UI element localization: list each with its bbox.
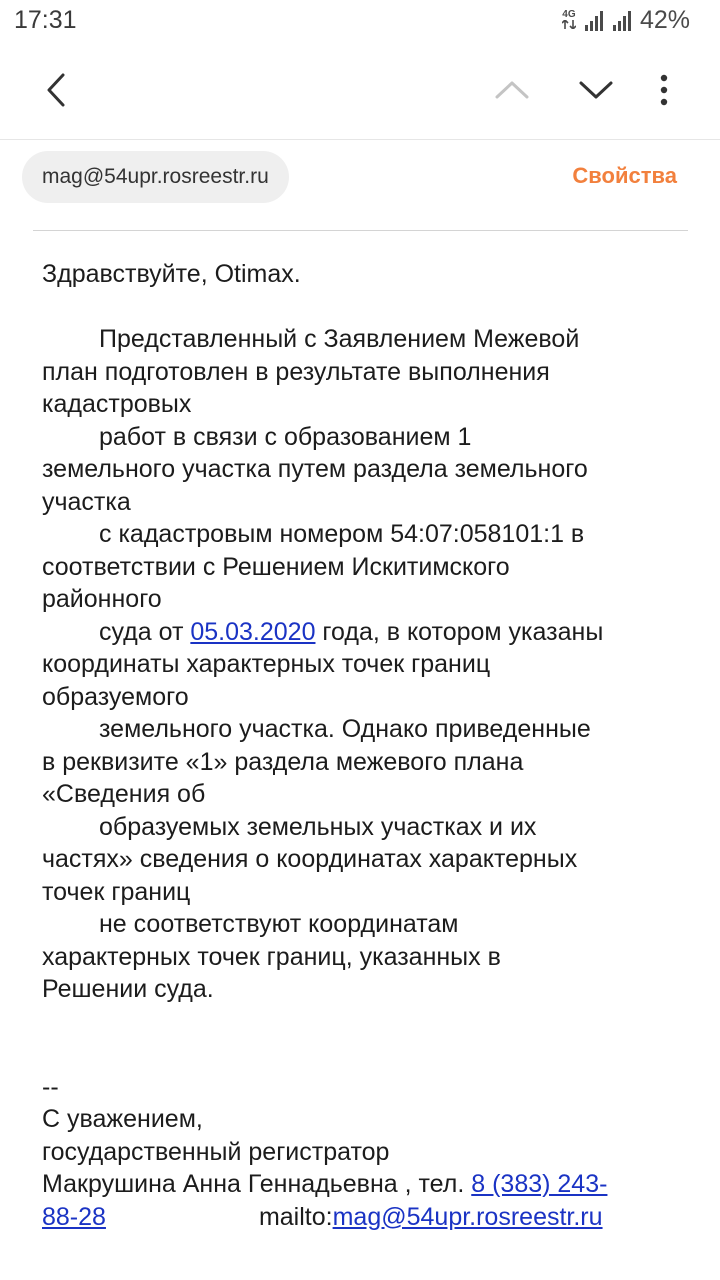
signature-separator: -- <box>42 1072 59 1101</box>
signature-position: государственный регистратор <box>42 1137 390 1166</box>
body-line: участка <box>42 487 131 516</box>
back-button[interactable] <box>30 64 82 116</box>
data-arrows-icon <box>562 20 576 29</box>
phone-link[interactable]: 8 (383) 243- <box>471 1170 608 1198</box>
greeting: Здравствуйте, Otimax. <box>42 260 301 288</box>
network-type-icon <box>560 10 578 32</box>
body-line: точек границ <box>42 877 191 906</box>
blank-line <box>42 1038 687 1071</box>
body-line: координаты характерных точек границ <box>42 650 491 678</box>
body-line: работ в связи с образованием 1 <box>99 422 472 451</box>
mailto-prefix: mailto: <box>258 1202 333 1231</box>
status-time: 17:31 <box>14 6 77 34</box>
status-bar <box>0 0 720 44</box>
body-line: «Сведения об <box>42 780 206 808</box>
body-line: кадастровых <box>42 390 192 418</box>
date-link[interactable]: 05.03.2020 <box>190 617 316 646</box>
body-line: характерных точек границ, указанных в <box>42 942 501 971</box>
signature-contact-line <box>42 1201 687 1234</box>
more-options-button[interactable] <box>642 64 686 116</box>
body-line: не соответствуют координатам <box>99 910 459 938</box>
body-line: Представленный с Заявлением Межевой <box>99 325 580 353</box>
body-line: земельного участка. Однако приведенные <box>99 715 591 743</box>
signature-name-line <box>42 1168 687 1201</box>
app-bar <box>0 44 720 140</box>
email-link[interactable]: mag@54upr.rosreestr.ru <box>332 1202 603 1231</box>
body-line: районного <box>42 585 162 613</box>
properties-link[interactable]: Свойства <box>572 163 677 188</box>
chevron-down-icon <box>578 80 614 100</box>
app-bar-divider <box>0 139 720 140</box>
signature-name: Макрушина Анна Геннадьевна , тел. <box>42 1170 472 1198</box>
text-fragment: суда от <box>99 617 191 646</box>
header-divider <box>33 230 688 231</box>
previous-message-button[interactable] <box>486 64 538 116</box>
body-line: образуемого <box>42 682 189 711</box>
body-line: земельного участка путем раздела земельного <box>42 455 588 483</box>
sender-chip[interactable]: mag@54upr.rosreestr.ru <box>22 151 289 203</box>
body-line: план подготовлен в результате выполнения <box>42 357 550 386</box>
body-line-with-date <box>42 616 687 649</box>
body-line: в реквизите «1» раздела межевого плана <box>42 747 524 776</box>
chevron-up-icon <box>494 80 530 100</box>
more-vertical-icon <box>660 74 668 106</box>
battery-level: 42% <box>639 6 690 34</box>
body-line: с кадастровым номером 54:07:058101:1 в <box>99 520 585 548</box>
signature-regards: С уважением, <box>42 1105 203 1133</box>
chevron-left-icon <box>44 72 68 108</box>
text-fragment: года, в котором указаны <box>315 617 604 646</box>
signal-icon <box>584 10 606 32</box>
phone-link-continued[interactable]: 88-28 <box>42 1202 106 1231</box>
blank-line <box>42 291 687 324</box>
body-line: Решении суда. <box>42 975 214 1003</box>
signal-icon-2 <box>612 10 634 32</box>
network-type-label: 4G <box>562 8 576 20</box>
blank-line <box>42 1006 687 1039</box>
status-icons <box>560 6 690 35</box>
body-line: образуемых земельных участках и их <box>99 812 537 841</box>
body-line: частях» сведения о координатах характерных <box>42 845 578 873</box>
next-message-button[interactable] <box>570 64 622 116</box>
message-body <box>42 258 687 1233</box>
body-line: соответствии с Решением Искитимского <box>42 552 510 581</box>
